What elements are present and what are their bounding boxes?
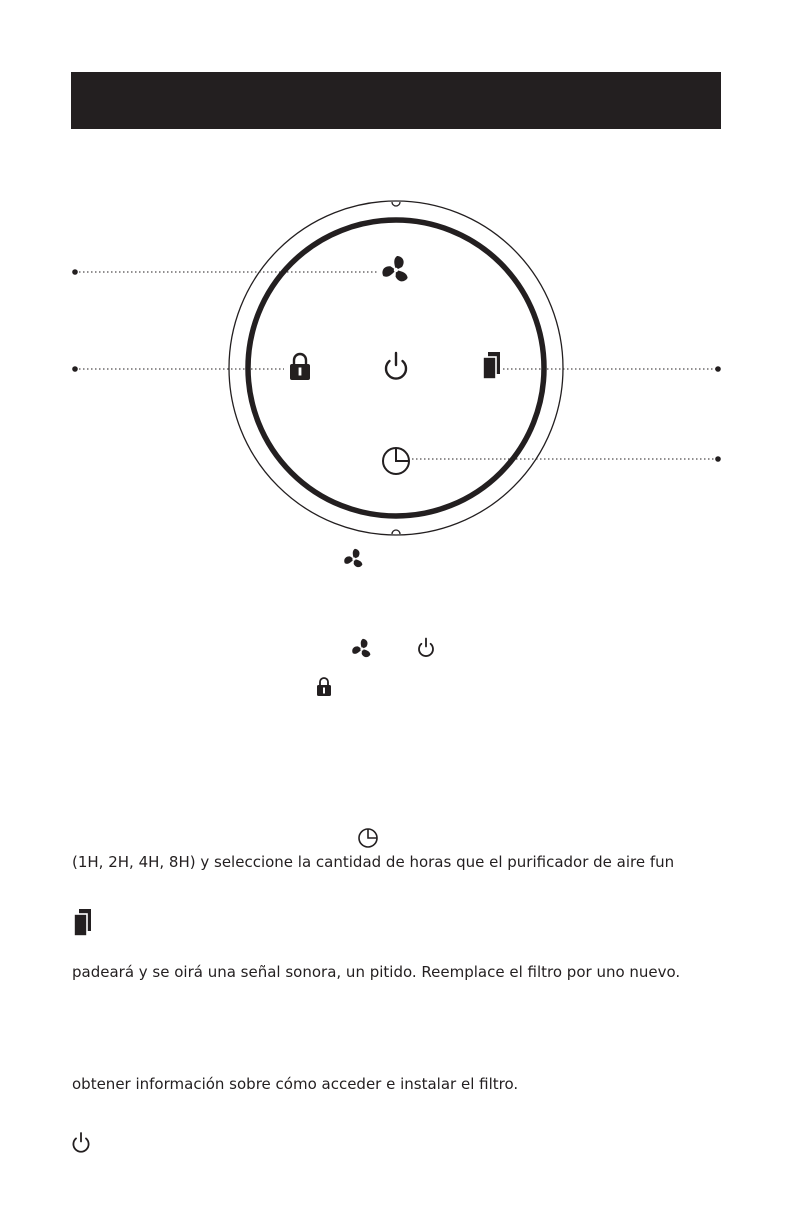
fan-icon — [351, 638, 373, 660]
fan-icon — [343, 548, 365, 570]
timer-icon — [357, 827, 379, 849]
filter-beep-text: padeará y se oirá una señal sonora, un pitido. Reemplace el filtro por uno nuevo. — [72, 963, 681, 981]
timer-icon[interactable] — [383, 448, 409, 474]
timer-options-text: (1H, 2H, 4H, 8H) y seleccione la cantidad de horas que el purificador de aire fun — [72, 853, 675, 871]
power-icon — [415, 637, 437, 659]
filter-info-text: obtener información sobre cómo acceder e instalar el filtro. — [72, 1075, 519, 1093]
fan-icon[interactable] — [380, 256, 409, 284]
power-icon — [69, 1131, 93, 1155]
lock-icon — [314, 677, 334, 699]
control-panel-ring — [229, 201, 563, 535]
filter-icon — [70, 907, 96, 939]
filter-icon[interactable] — [483, 352, 500, 379]
lock-icon[interactable] — [290, 354, 310, 380]
power-icon[interactable] — [386, 353, 406, 379]
